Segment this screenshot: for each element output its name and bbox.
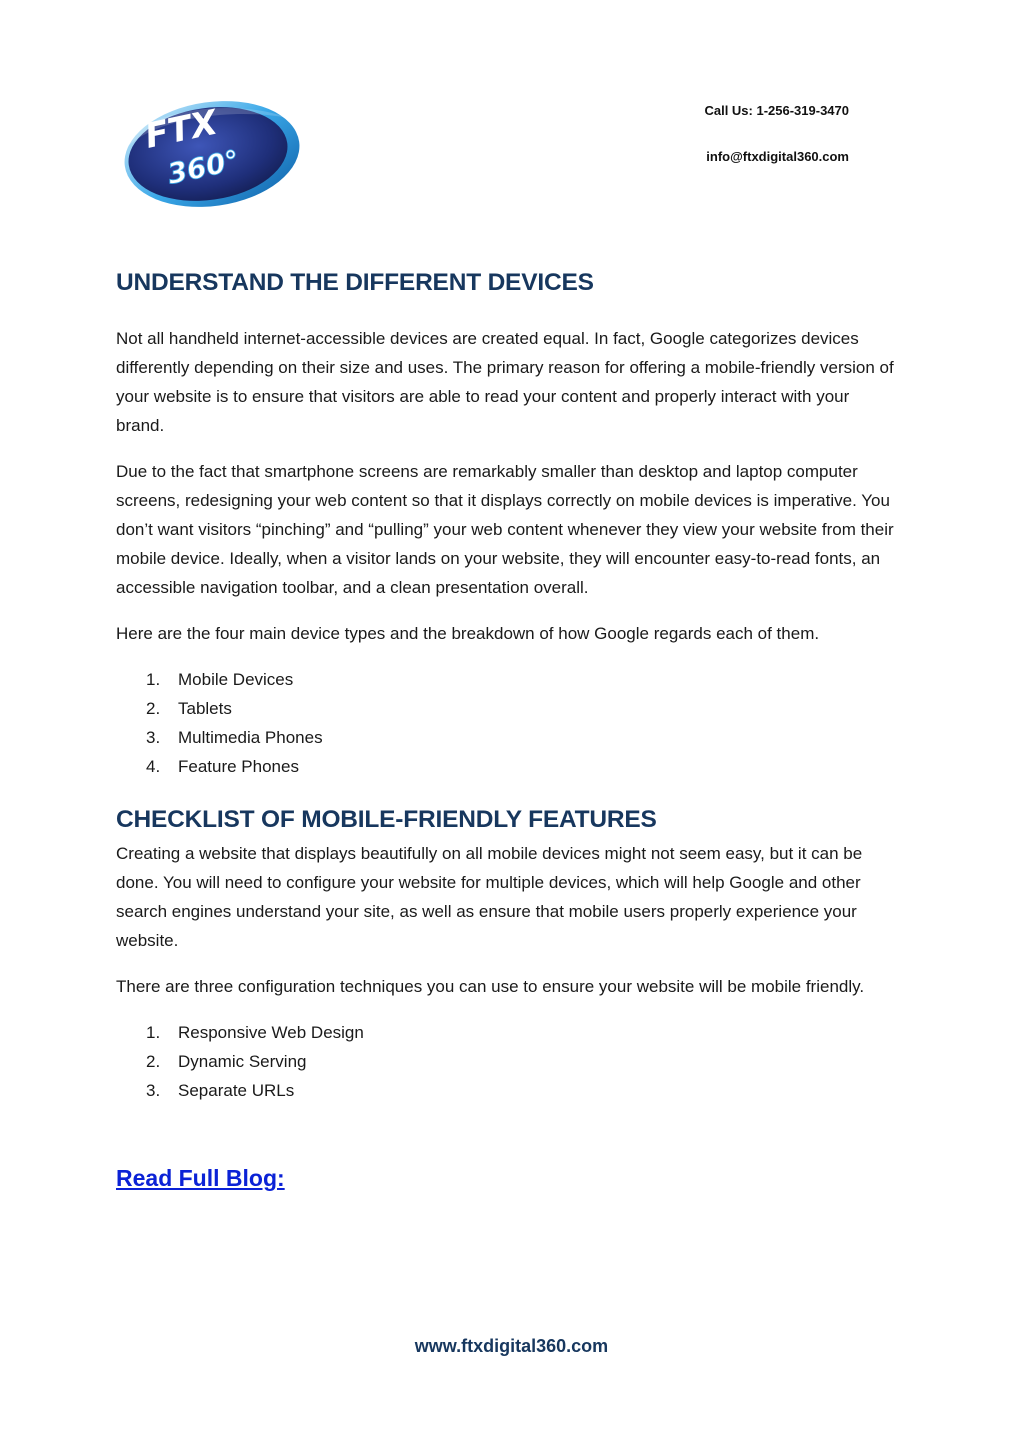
logo-subtext: 360°: [164, 143, 243, 191]
read-full-blog-link[interactable]: Read Full Blog:: [116, 1165, 285, 1191]
list-item: 3. Separate URLs: [146, 1081, 295, 1100]
section-title-devices: UNDERSTAND THE DIFFERENT DEVICES: [116, 269, 594, 296]
paragraph: There are three configuration techniques you can use to ensure your website will be mobile friendly.: [116, 977, 865, 996]
phone-number: Call Us: 1-256-319-3470: [704, 103, 849, 118]
contact-block: [704, 103, 849, 164]
paragraph: Here are the four main device types and the breakdown of how Google regards each of them.: [116, 624, 820, 643]
main-content: [116, 264, 896, 1195]
logo-text: FTX: [141, 102, 221, 157]
list-item: 1. Responsive Web Design: [146, 1023, 364, 1042]
list-item: 4. Feature Phones: [146, 757, 299, 776]
footer-website-url[interactable]: www.ftxdigital360.com: [414, 1336, 609, 1356]
email-address[interactable]: info@ftxdigital360.com: [706, 149, 849, 164]
paragraph: Creating a website that displays beautifully on all mobile devices might not seem easy, but it can be done. You will need to configure your website for multiple devices, which will help Google and other search engines understand your site, as well as ensure that mobile users properly experience your website.: [116, 844, 863, 950]
section-title-checklist: CHECKLIST OF MOBILE-FRIENDLY FEATURES: [116, 806, 657, 833]
paragraph: Not all handheld internet-accessible devices are created equal. In fact, Google categorizes devices differently depending on their size and uses. The primary reason for offering a mobile-friendly version of your website is to ensure that visitors are able to read your content and properly interact with your brand.: [116, 329, 894, 435]
list-item: 2. Dynamic Serving: [146, 1052, 307, 1071]
configuration-techniques-list: [116, 1018, 896, 1105]
paragraph: Due to the fact that smartphone screens are remarkably smaller than desktop and laptop computer screens, redesigning your web content so that it displays correctly on mobile devices is imperative. You don’t want visitors “pinching” and “pulling” your web content whenever they view your website from their mobile device. Ideally, when a visitor lands on your website, they will encounter easy-to-read fonts, an accessible navigation toolbar, and a clean presentation overall.: [116, 462, 894, 597]
ftx360-logo: [118, 98, 302, 208]
device-types-list: [116, 665, 896, 781]
list-item: 1. Mobile Devices: [146, 670, 294, 689]
list-item: 3. Multimedia Phones: [146, 728, 323, 747]
list-item: 2. Tablets: [146, 699, 232, 718]
